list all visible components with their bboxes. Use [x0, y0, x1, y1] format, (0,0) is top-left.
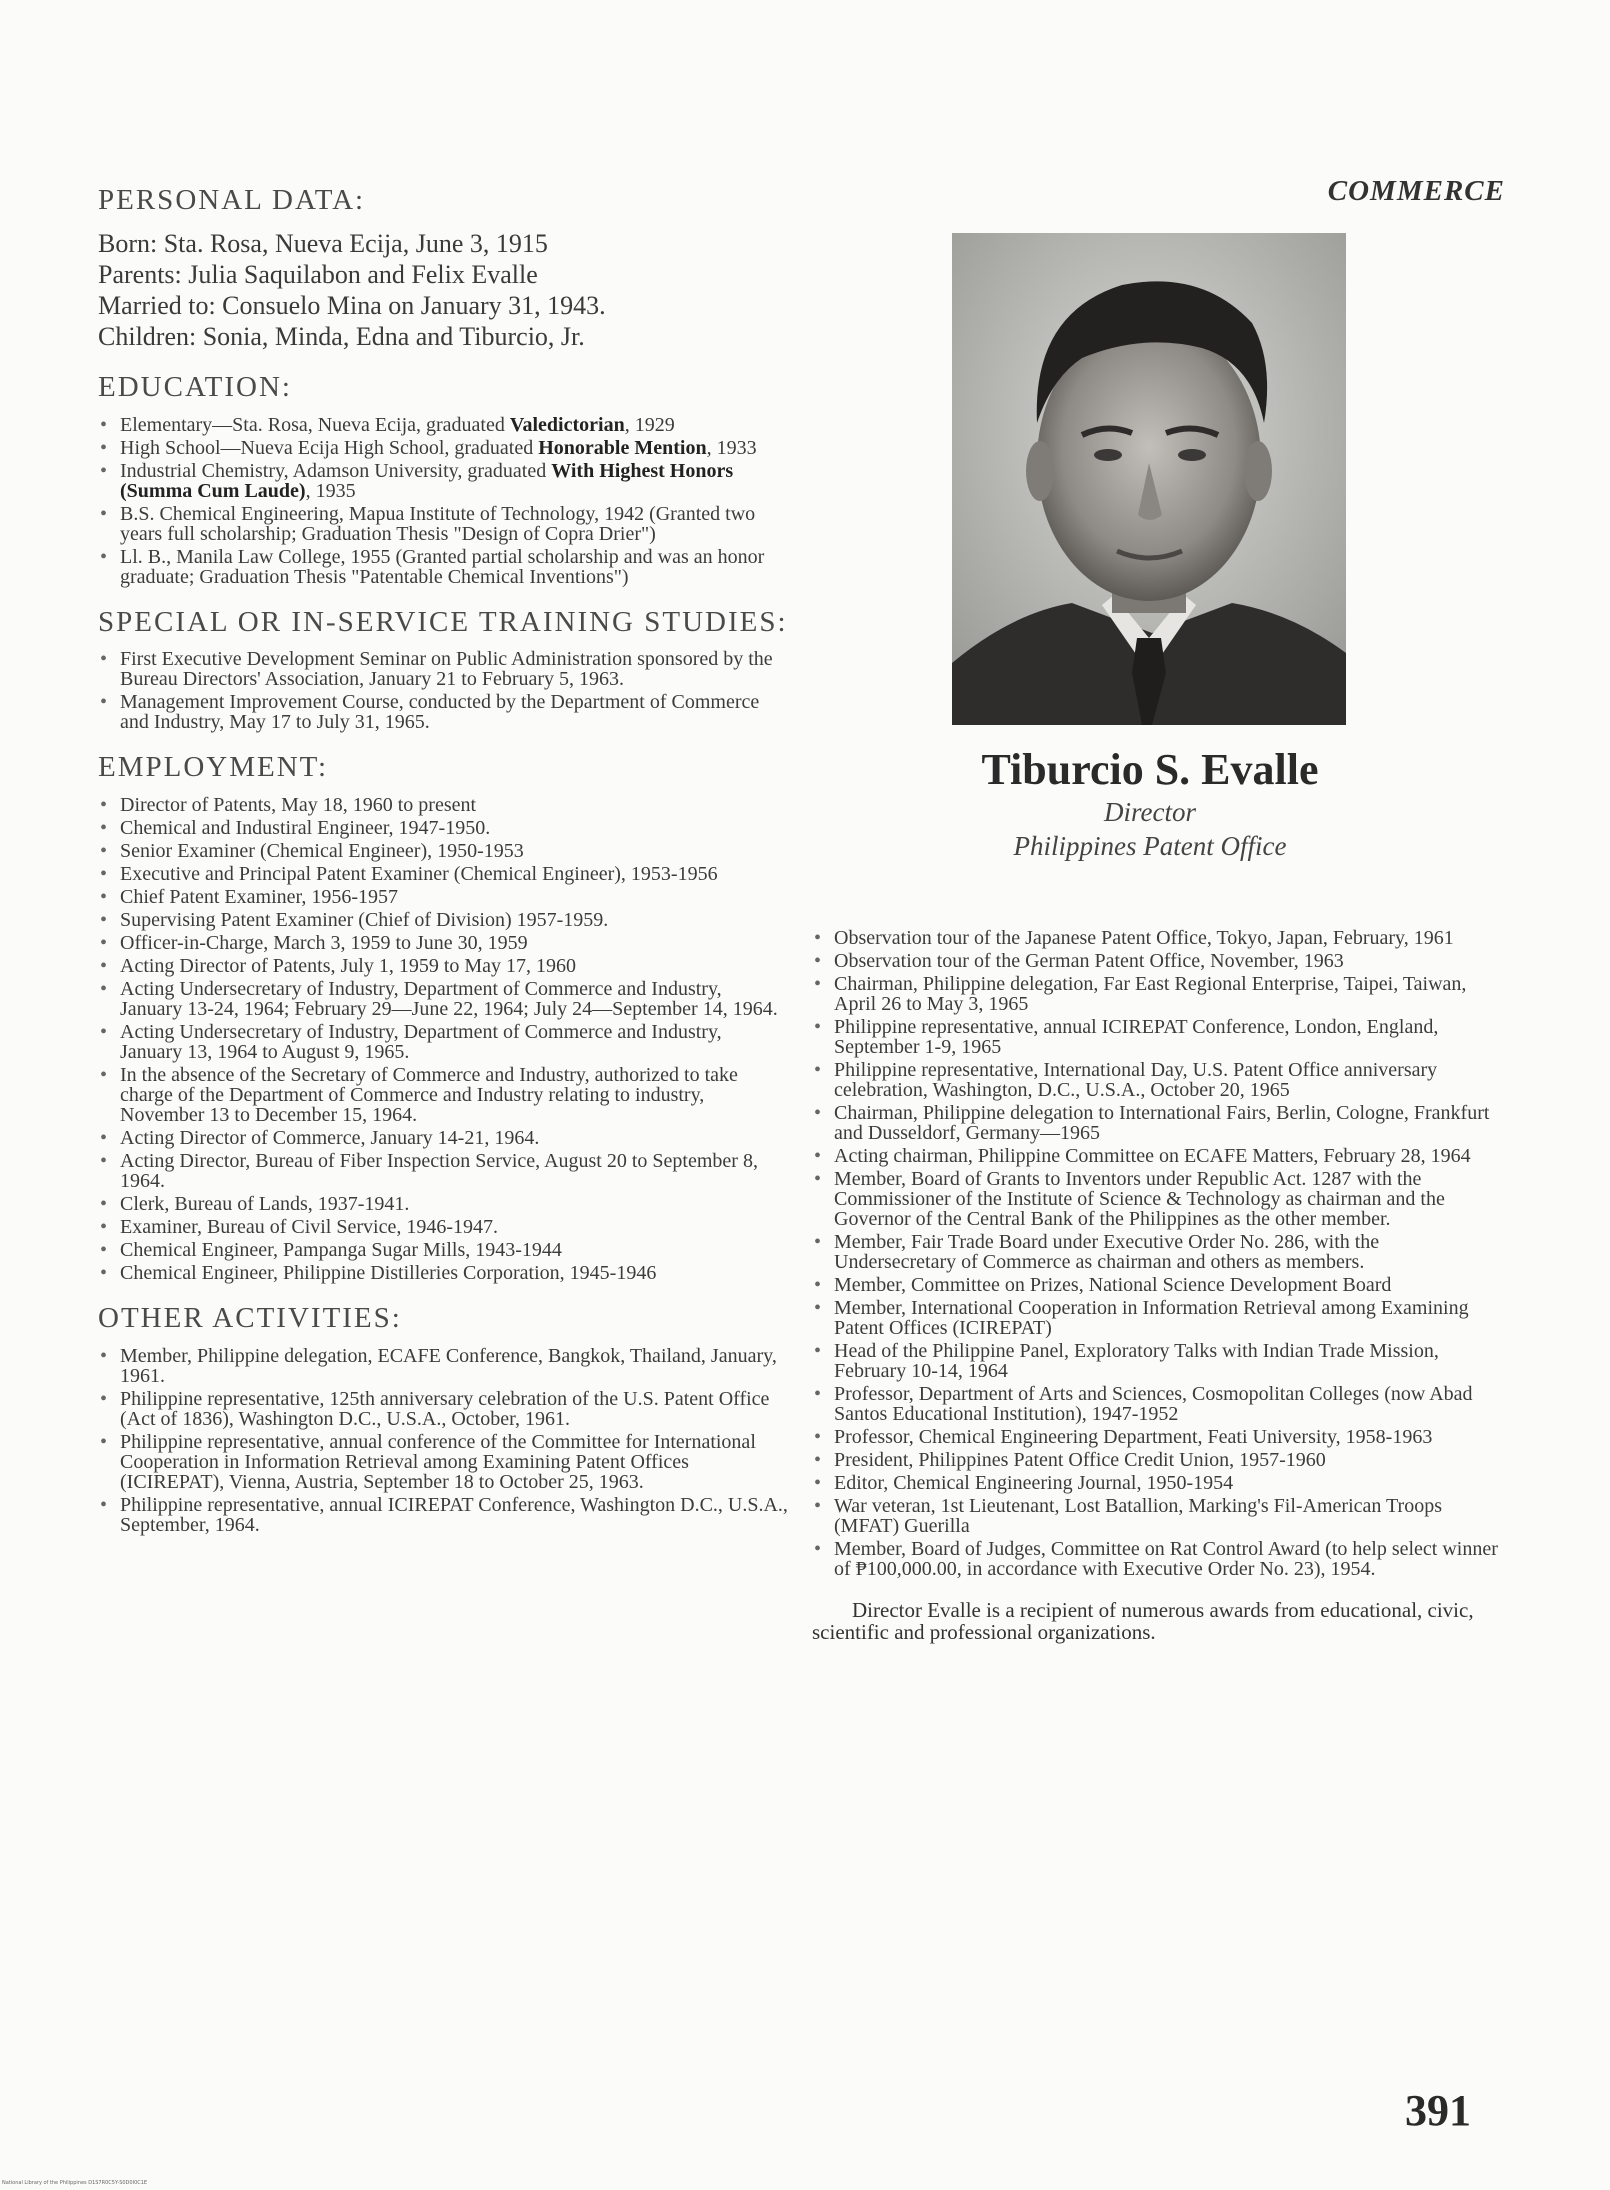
employment-item: • Acting Undersecretary of Industry, Department of Commerce and Industry, January 13-24, 1964; February 29—June 22, 1964; July 24—September 14, 1964. [98, 979, 788, 1019]
education-heading: EDUCATION: [98, 370, 292, 403]
personal-children: Children: Sonia, Minda, Edna and Tiburcio, Jr. [98, 321, 585, 351]
activity-item: • Head of the Philippine Panel, Exploratory Talks with Indian Trade Mission, February 10-14, 1964 [812, 1341, 1502, 1381]
employment-item: • Supervising Patent Examiner (Chief of Division) 1957-1959. [98, 910, 788, 930]
education-item: • High School—Nueva Ecija High School, graduated Honorable Mention, 1933 [98, 438, 788, 458]
employment-item: • Clerk, Bureau of Lands, 1937-1941. [98, 1194, 788, 1214]
activity-item: • Member, Committee on Prizes, National Science Development Board [812, 1275, 1502, 1295]
personal-parents: Parents: Julia Saquilabon and Felix Evalle [98, 259, 538, 289]
activity-item: • Philippine representative, annual ICIREPAT Conference, Washington D.C., U.S.A., September, 1964. [98, 1495, 788, 1535]
employment-item: • In the absence of the Secretary of Commerce and Industry, authorized to take charge of the Department of Commerce and Industry relating to industry, November 13 to December 15, 1964. [98, 1065, 788, 1125]
employment-item: • Acting Director, Bureau of Fiber Inspection Service, August 20 to September 8, 1964. [98, 1151, 788, 1191]
personal-data-block [98, 228, 788, 352]
profile-office: Philippines Patent Office [1013, 831, 1287, 861]
education-list [98, 415, 788, 587]
employment-item: • Chemical Engineer, Philippine Distilleries Corporation, 1945-1946 [98, 1263, 788, 1283]
closing-paragraph: Director Evalle is a recipient of numerous awards from educational, civic, scientific and professional organizations. [812, 1598, 1474, 1644]
activity-item: • Editor, Chemical Engineering Journal, 1950-1954 [812, 1473, 1502, 1493]
training-list [98, 649, 788, 732]
employment-list [98, 795, 788, 1283]
employment-heading: EMPLOYMENT: [98, 751, 328, 784]
education-item: • Elementary—Sta. Rosa, Nueva Ecija, graduated Valedictorian, 1929 [98, 415, 788, 435]
personal-born: Born: Sta. Rosa, Nueva Ecija, June 3, 1915 [98, 228, 548, 258]
activity-item: • Professor, Chemical Engineering Department, Feati University, 1958-1963 [812, 1427, 1502, 1447]
personal-married: Married to: Consuelo Mina on January 31, 1943. [98, 290, 606, 320]
personal-data-heading: PERSONAL DATA: [98, 184, 366, 216]
activity-item: • Member, Board of Grants to Inventors under Republic Act. 1287 with the Commissioner of the Institute of Science & Technology as chairman and the Governor of the Central Bank of the Philippines as the other member. [812, 1169, 1502, 1229]
education-item: • Industrial Chemistry, Adamson University, graduated With Highest Honors (Summa Cum Laude), 1935 [98, 461, 788, 501]
activity-item: • Acting chairman, Philippine Committee on ECAFE Matters, February 28, 1964 [812, 1146, 1502, 1166]
education-item: • B.S. Chemical Engineering, Mapua Institute of Technology, 1942 (Granted two years full scholarship; Graduation Thesis "Design of Copra Drier") [98, 504, 788, 544]
activity-item: • Chairman, Philippine delegation, Far East Regional Enterprise, Taipei, Taiwan, April 26 to May 3, 1965 [812, 974, 1502, 1014]
activity-item: • Member, International Cooperation in Information Retrieval among Examining Patent Offices (ICIREPAT) [812, 1298, 1502, 1338]
right-column [812, 928, 1502, 1643]
activity-item: • President, Philippines Patent Office Credit Union, 1957-1960 [812, 1450, 1502, 1470]
employment-item: • Acting Director of Commerce, January 14-21, 1964. [98, 1128, 788, 1148]
portrait-image [952, 233, 1346, 725]
education-item: • Ll. B., Manila Law College, 1955 (Granted partial scholarship and was an honor graduate; Graduation Thesis "Patentable Chemical Inventions") [98, 547, 788, 587]
employment-item: • Acting Undersecretary of Industry, Department of Commerce and Industry, January 13, 1964 to August 9, 1965. [98, 1022, 788, 1062]
activity-item: • Philippine representative, 125th anniversary celebration of the U.S. Patent Office (Act of 1836), Washington D.C., U.S.A., October, 1961. [98, 1389, 788, 1429]
activity-item: • Philippine representative, annual conference of the Committee for International Cooperation in Information Retrieval among Examining Patent Offices (ICIREPAT), Vienna, Austria, September 18 to October 25, 1963. [98, 1432, 788, 1492]
employment-item: • Examiner, Bureau of Civil Service, 1946-1947. [98, 1217, 788, 1237]
activity-item: • Chairman, Philippine delegation to International Fairs, Berlin, Cologne, Frankfurt and Dusseldorf, Germany—1965 [812, 1103, 1502, 1143]
activities-list-right [812, 928, 1502, 1579]
employment-item: • Chemical and Industiral Engineer, 1947-1950. [98, 818, 788, 838]
profile-name: Tiburcio S. Evalle [981, 745, 1319, 794]
employment-item: • Chief Patent Examiner, 1956-1957 [98, 887, 788, 907]
activity-item: • Philippine representative, International Day, U.S. Patent Office anniversary celebration, Washington, D.C., U.S.A., October 20, 1965 [812, 1060, 1502, 1100]
activity-item: • Member, Fair Trade Board under Executive Order No. 286, with the Undersecretary of Commerce as chairman and others as members. [812, 1232, 1502, 1272]
employment-item: • Senior Examiner (Chemical Engineer), 1950-1953 [98, 841, 788, 861]
activity-item: • Observation tour of the Japanese Patent Office, Tokyo, Japan, February, 1961 [812, 928, 1502, 948]
employment-item: • Acting Director of Patents, July 1, 1959 to May 17, 1960 [98, 956, 788, 976]
employment-item: • Executive and Principal Patent Examiner (Chemical Engineer), 1953-1956 [98, 864, 788, 884]
activity-item: • Member, Philippine delegation, ECAFE Conference, Bangkok, Thailand, January, 1961. [98, 1346, 788, 1386]
activity-item: • War veteran, 1st Lieutenant, Lost Batallion, Marking's Fil-American Troops (MFAT) Guerilla [812, 1496, 1502, 1536]
page-number: 391 [1405, 2086, 1471, 2135]
profile-caption [935, 745, 1365, 863]
activity-item: • Philippine representative, annual ICIREPAT Conference, London, England, September 1-9, 1965 [812, 1017, 1502, 1057]
employment-item: • Officer-in-Charge, March 3, 1959 to June 30, 1959 [98, 933, 788, 953]
section-label: COMMERCE [1327, 175, 1505, 207]
profile-title: Director [1104, 797, 1196, 827]
left-column [98, 183, 788, 1538]
training-item: • Management Improvement Course, conducted by the Department of Commerce and Industry, May 17 to July 31, 1965. [98, 692, 788, 732]
activities-list-left [98, 1346, 788, 1535]
activity-item: • Observation tour of the German Patent Office, November, 1963 [812, 951, 1502, 971]
employment-item: • Chemical Engineer, Pampanga Sugar Mills, 1943-1944 [98, 1240, 788, 1260]
training-item: • First Executive Development Seminar on Public Administration sponsored by the Bureau Directors' Association, January 21 to February 5, 1963. [98, 649, 788, 689]
activities-heading: OTHER ACTIVITIES: [98, 1302, 402, 1335]
activity-item: • Member, Board of Judges, Committee on Rat Control Award (to help select winner of ₱100,000.00, in accordance with Executive Order No. 23), 1954. [812, 1539, 1502, 1579]
portrait-photo [952, 233, 1346, 725]
employment-item: • Director of Patents, May 18, 1960 to present [98, 795, 788, 815]
library-credit: National Library of the Philippines D1S7R0C5Y-S0D0I0C1E [2, 2180, 148, 2186]
training-heading: SPECIAL OR IN-SERVICE TRAINING STUDIES: [98, 605, 788, 638]
activity-item: • Professor, Department of Arts and Sciences, Cosmopolitan Colleges (now Abad Santos Educational Institution), 1947-1952 [812, 1384, 1502, 1424]
